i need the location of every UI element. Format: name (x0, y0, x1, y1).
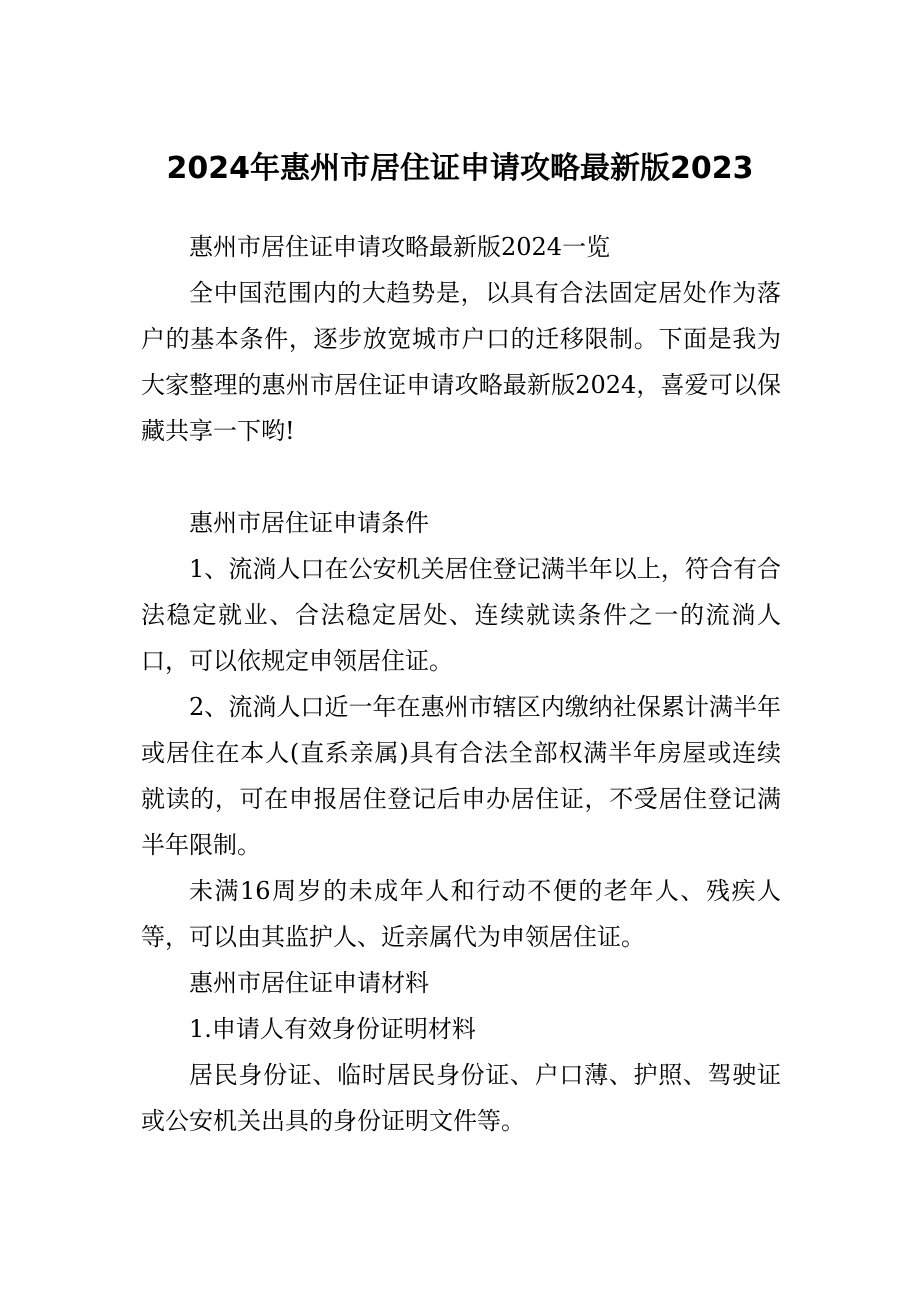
paragraph-materials-heading: 惠州市居住证申请材料 (189, 969, 429, 997)
paragraph-material-1: 1.申请人有效身份证明材料 (189, 1015, 476, 1043)
paragraph-id-documents: 居民身份证、临时居民身份证、户口薄、护照、驾驶证或公安机关出具的身份证明文件等。 (141, 1061, 781, 1135)
blank-line (141, 454, 781, 500)
document-body (141, 224, 781, 1144)
paragraph-minors-note: 未满16周岁的未成年人和行动不便的老年人、残疾人等，可以由其监护人、近亲属代为申领居住证。 (141, 877, 781, 951)
paragraph-condition-1: 1、流淌人口在公安机关居住登记满半年以上，符合有合法稳定就业、合法稳定居处、连续就读条件之一的流淌人口，可以依规定申领居住证。 (141, 555, 781, 675)
paragraph-overview-heading: 惠州市居住证申请攻略最新版2024一览 (189, 233, 611, 261)
paragraph-condition-2: 2、流淌人口近一年在惠州市辖区内缴纳社保累计满半年或居住在本人(直系亲属)具有合法全部权满半年房屋或连续就读的，可在申报居住登记后申办居住证，不受居住登记满半年限制。 (141, 693, 781, 859)
paragraph-conditions-heading: 惠州市居住证申请条件 (189, 509, 429, 537)
paragraph-intro: 全中国范围内的大趋势是，以具有合法固定居处作为落户的基本条件，逐步放宽城市户口的迁移限制。下面是我为大家整理的惠州市居住证申请攻略最新版2024，喜爱可以保藏共享一下哟! (141, 279, 781, 445)
document-title: 2024年惠州市居住证申请攻略最新版2023 (166, 151, 754, 186)
